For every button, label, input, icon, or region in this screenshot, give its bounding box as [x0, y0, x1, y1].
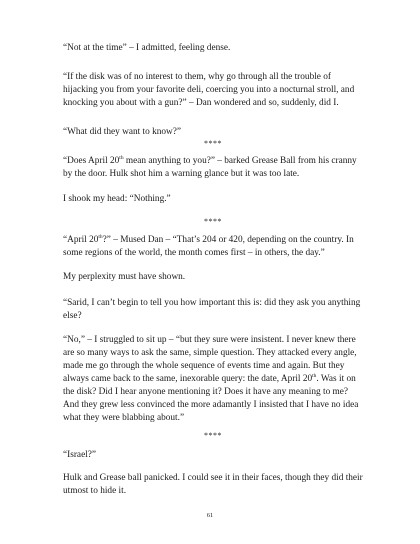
paragraph-6-text-a: “April 20 — [63, 235, 99, 245]
ordinal-suffix: th — [98, 233, 103, 240]
paragraph-4 — [63, 155, 363, 181]
paragraph-6 — [63, 234, 363, 260]
section-separator-2: **** — [204, 217, 222, 226]
paragraph-10: “Israel?” — [63, 450, 97, 460]
paragraph-9 — [63, 334, 363, 425]
page-number: 61 — [206, 512, 214, 519]
paragraph-4-text-b: mean anything to you?” – barked Grease Ball from his cranny by the door. Hulk shot him a warning glance but it was too late. — [63, 156, 357, 179]
paragraph-4-text-a: “Does April 20 — [63, 156, 120, 166]
paragraph-9-text-b: . Was it on the disk? Did I hear anyone mentioning it? Does it have any meaning to me? And they grew less convinced the more adamantly I insisted that I have no idea what they were blabbing about.” — [63, 374, 359, 423]
paragraph-3: “What did they want to know?” — [63, 127, 181, 137]
paragraph-7: My perplexity must have shown. — [63, 272, 186, 282]
ordinal-suffix: th — [119, 154, 124, 161]
paragraph-11: Hulk and Grease ball panicked. I could see it in their faces, though they did their utmost to hide it. — [63, 473, 363, 496]
paragraph-8: “Sarid, I can’t begin to tell you how important this is: did they ask you anything else? — [63, 298, 361, 321]
section-separator-1: **** — [204, 139, 222, 148]
paragraph-2: “If the disk was of no interest to them, why go through all the trouble of hijacking you from your favorite deli, coercing you into a nocturnal stroll, and knocking you about with a gun?” – Dan wondered and so, suddenly, did I. — [63, 72, 355, 108]
paragraph-6-text-b: ?” – Mused Dan – “That’s 204 or 420, depending on the country. In some regions of the world, the month comes first – in others, the day.” — [63, 235, 354, 258]
paragraph-5: I shook my head: “Nothing.” — [63, 194, 171, 204]
section-separator-3: **** — [204, 431, 222, 440]
paragraph-1: “Not at the time” – I admitted, feeling dense. — [63, 43, 231, 53]
paragraph-9-text-a: “No,” – I struggled to sit up – “but they sure were insistent. I never knew there are so many ways to ask the same, simple question. They attacked every angle, made me go through the whole sequence of events time and again. But they always came back to the same, inexorable query: the date, April 20 — [63, 335, 357, 384]
ordinal-suffix: th — [312, 372, 317, 379]
